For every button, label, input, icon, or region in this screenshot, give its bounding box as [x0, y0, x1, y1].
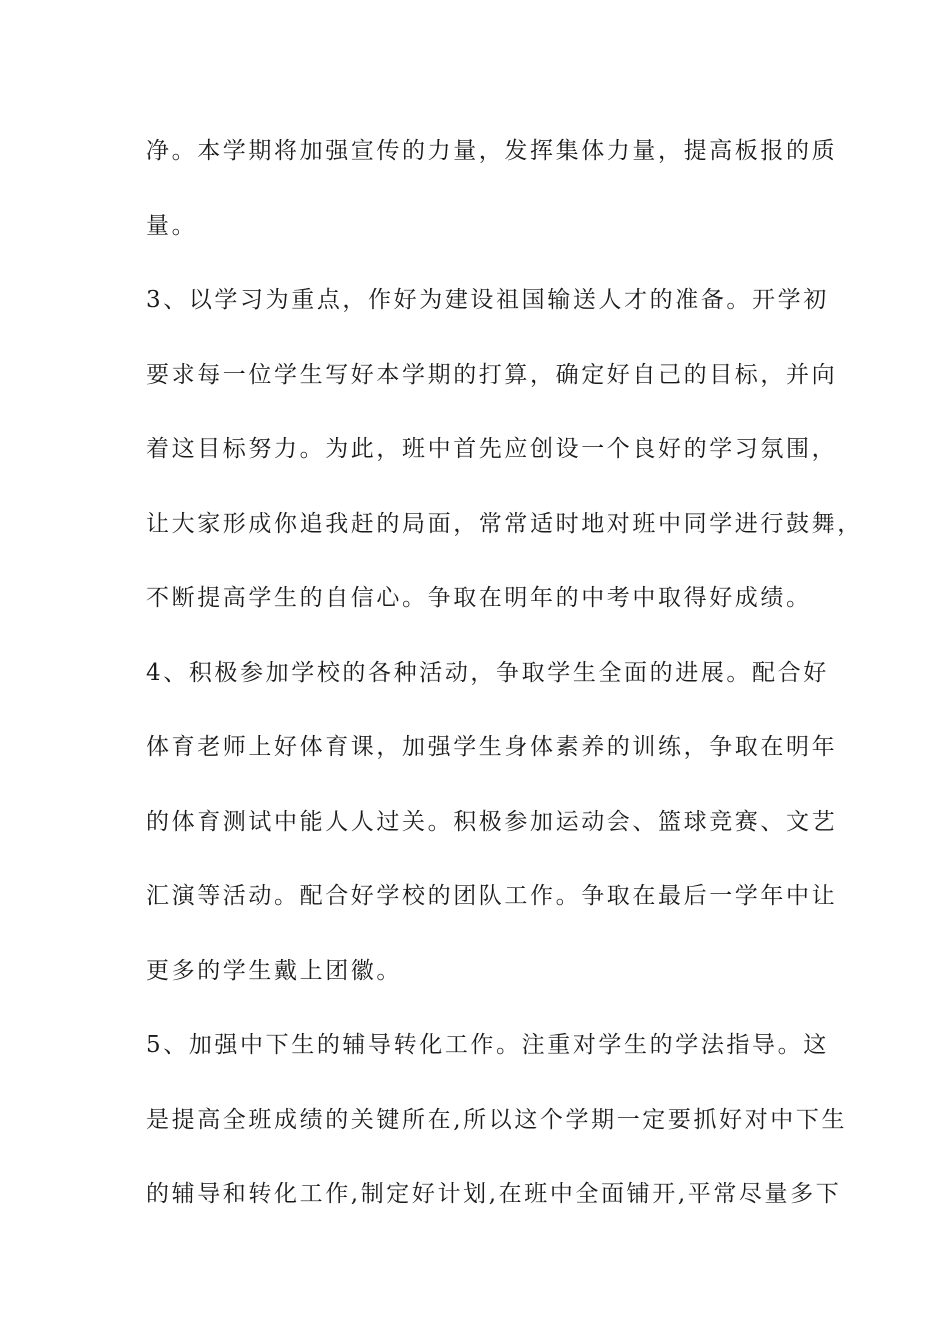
text-line: 体育老师上好体育课，加强学生身体素养的训练，争取在明年 [146, 734, 838, 760]
text-line: 3、以学习为重点，作好为建设祖国输送人才的准备。开学初 [146, 287, 829, 313]
text-line: 量。 [146, 212, 198, 239]
text-line: 的辅导和转化工作,制定好计划,在班中全面铺开,平常尽量多下 [146, 1181, 842, 1207]
text-line: 5、加强中下生的辅导转化工作。注重对学生的学法指导。这 [146, 1032, 829, 1058]
text-line: 是提高全班成绩的关键所在,所以这个学期一定要抓好对中下生 [146, 1106, 848, 1133]
text-line: 要求每一位学生写好本学期的打算，确定好自己的目标，并向 [146, 361, 838, 388]
text-line: 的体育测试中能人人过关。积极参加运动会、篮球竞赛、文艺 [146, 808, 838, 835]
text-line: 净。本学期将加强宣传的力量，发挥集体力量，提高板报的质 [146, 138, 838, 164]
text-line: 汇演等活动。配合好学校的团队工作。争取在最后一学年中让 [146, 883, 838, 909]
text-line: 4、积极参加学校的各种活动，争取学生全面的进展。配合好 [146, 659, 829, 686]
text-line: 更多的学生戴上团徽。 [146, 957, 402, 984]
text-line: 着这目标努力。为此，班中首先应创设一个良好的学习氛围， [146, 436, 838, 462]
text-line: 不断提高学生的自信心。争取在明年的中考中取得好成绩。 [146, 585, 812, 611]
text-line: 让大家形成你追我赶的局面，常常适时地对班中同学进行鼓舞， [146, 510, 863, 537]
body-text [146, 128, 863, 1246]
